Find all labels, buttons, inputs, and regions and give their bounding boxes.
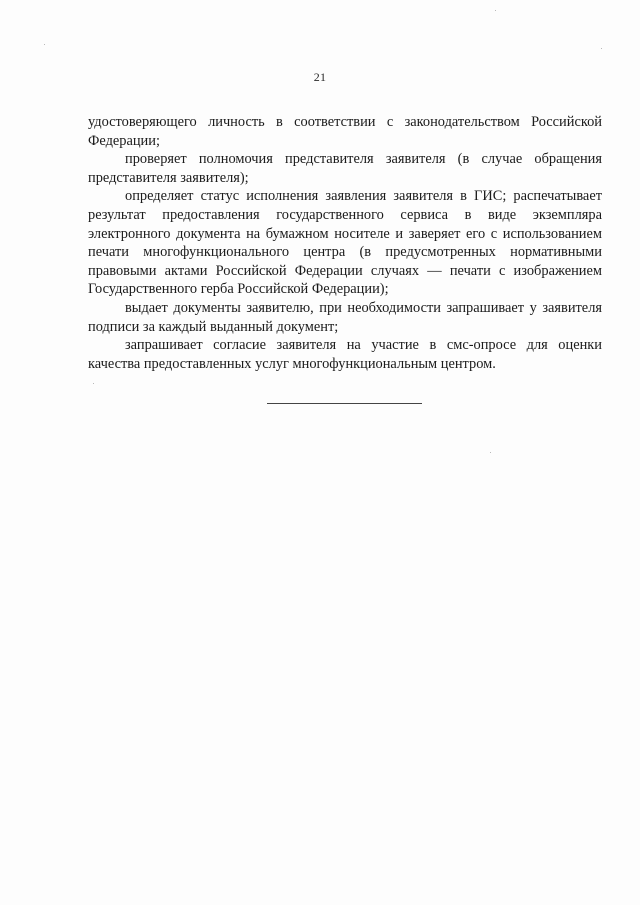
scan-speck (44, 44, 45, 45)
paragraph-sms-survey: запрашивает согласие заявителя на участие в смс-опросе для оценки качества предоставленных услуг многофункциональным центром. (88, 337, 602, 372)
scan-speck (601, 48, 602, 49)
paragraph-check-authority: проверяет полномочия представителя заявителя (в случае обращения представителя заявителя); (88, 151, 602, 186)
scan-speck (93, 383, 94, 384)
page-number: 21 (313, 70, 327, 84)
end-divider-line (267, 403, 422, 404)
document-body (88, 113, 602, 373)
scan-speck (495, 10, 496, 11)
paragraph-continuation: удостоверяющего личность в соответствии с законодательством Российской Федерации; (88, 114, 602, 149)
paragraph-issue-documents: выдает документы заявителю, при необходимости запрашивает у заявителя подписи за каждый выданный документ; (88, 299, 602, 335)
scan-speck (490, 452, 491, 453)
paragraph-status-print: определяет статус исполнения заявления заявителя в ГИС; распечатывает результат предоставления государственного сервиса в виде экземпляра электронного документа на бумажном носителе и заверяет его с использованием печати многофункционального центра (в предусмотренных нормативными правовыми актами Российской Федерации случаях — печати с изображением Государственного герба Российской Федерации); (88, 188, 602, 298)
